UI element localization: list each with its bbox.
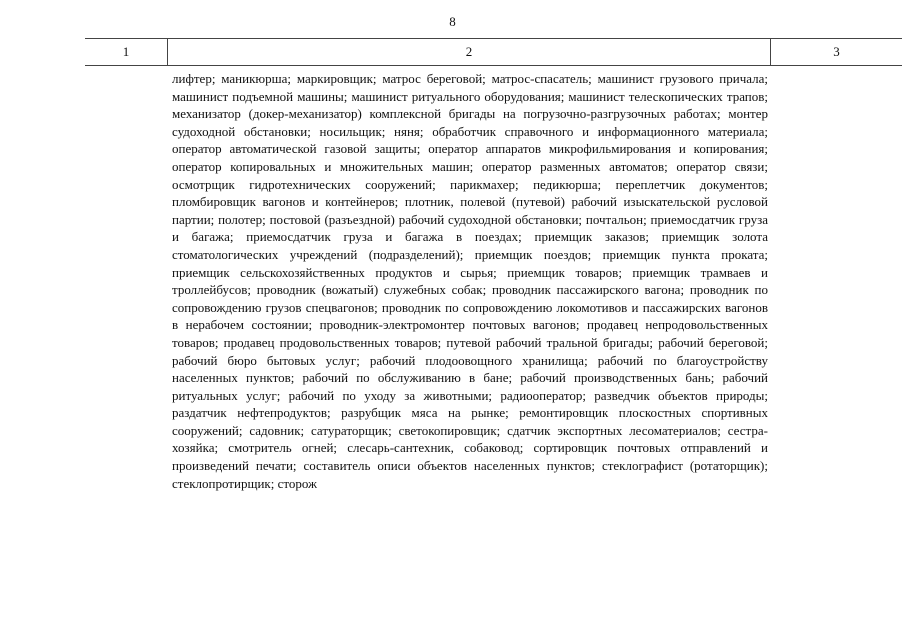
- page-number: 8: [449, 14, 456, 29]
- column-2-header: 2: [168, 39, 771, 65]
- table-column-header: [85, 38, 902, 66]
- occupation-list-text: лифтер; маникюрша; маркировщик; матрос береговой; матрос-спасатель; машинист грузового причала; машинист подъемной машины; машинист ритуального оборудования; машинист телескопических трапов; механизатор (докер-механизатор) комплексной бригады на погрузочно-разгрузочных работах; монтер судоходной обстановки; носильщик; няня; обработчик справочного и информационного материала; оператор автоматической газовой защиты; оператор аппаратов микрофильмирования и копирования; оператор копировальных и множительных машин; оператор разменных автоматов; оператор связи; осмотрщик гидротехнических сооружений; парикмахер; педикюрша; переплетчик документов; пломбировщик вагонов и контейнеров; плотник, полевой (путевой) рабочий изыскательской русловой партии; полотер; постовой (разъездной) рабочий судоходной обстановки; почтальон; приемосдатчик груза и багажа; приемосдатчик груза и багажа в поездах; приемщик заказов; приемщик золота стоматологических учреждений (подразделений); приемщик поездов; приемщик пункта проката; приемщик сельскохозяйственных продуктов и сырья; приемщик товаров; приемщик трамваев и троллейбусов; проводник (вожатый) служебных собак; проводник пассажирского вагона; проводник по сопровождению грузов спецвагонов; проводник по сопровождению локомотивов и пассажирских вагонов в нерабочем состоянии; проводник-электромонтер почтовых вагонов; продавец непродовольственных товаров; продавец продовольственных товаров; путевой рабочий тральной бригады; рабочий береговой; рабочий бюро бытовых услуг; рабочий плодоовощного хранилища; рабочий по благоустройству населенных пунктов; рабочий по обслуживанию в бане; рабочий производственных бань; рабочий ритуальных услуг; рабочий по уходу за животными; радиооператор; разведчик объектов природы; раздатчик нефтепродуктов; разрубщик мяса на рынке; ремонтировщик плоскостных спортивных сооружений; садовник; сатураторщик; светокопировщик; сдатчик экспортных лесоматериалов; сестра-хозяйка; смотритель огней; слесарь-сантехник, собаковод; сортировщик почтовых отправлений и произведений печати; составитель описи объектов населенных пунктов; стеклографист (ротаторщик); стеклопротирщик; сторож: [172, 71, 768, 491]
- column-3-header: 3: [833, 44, 840, 59]
- column-1-header: 1: [85, 39, 168, 65]
